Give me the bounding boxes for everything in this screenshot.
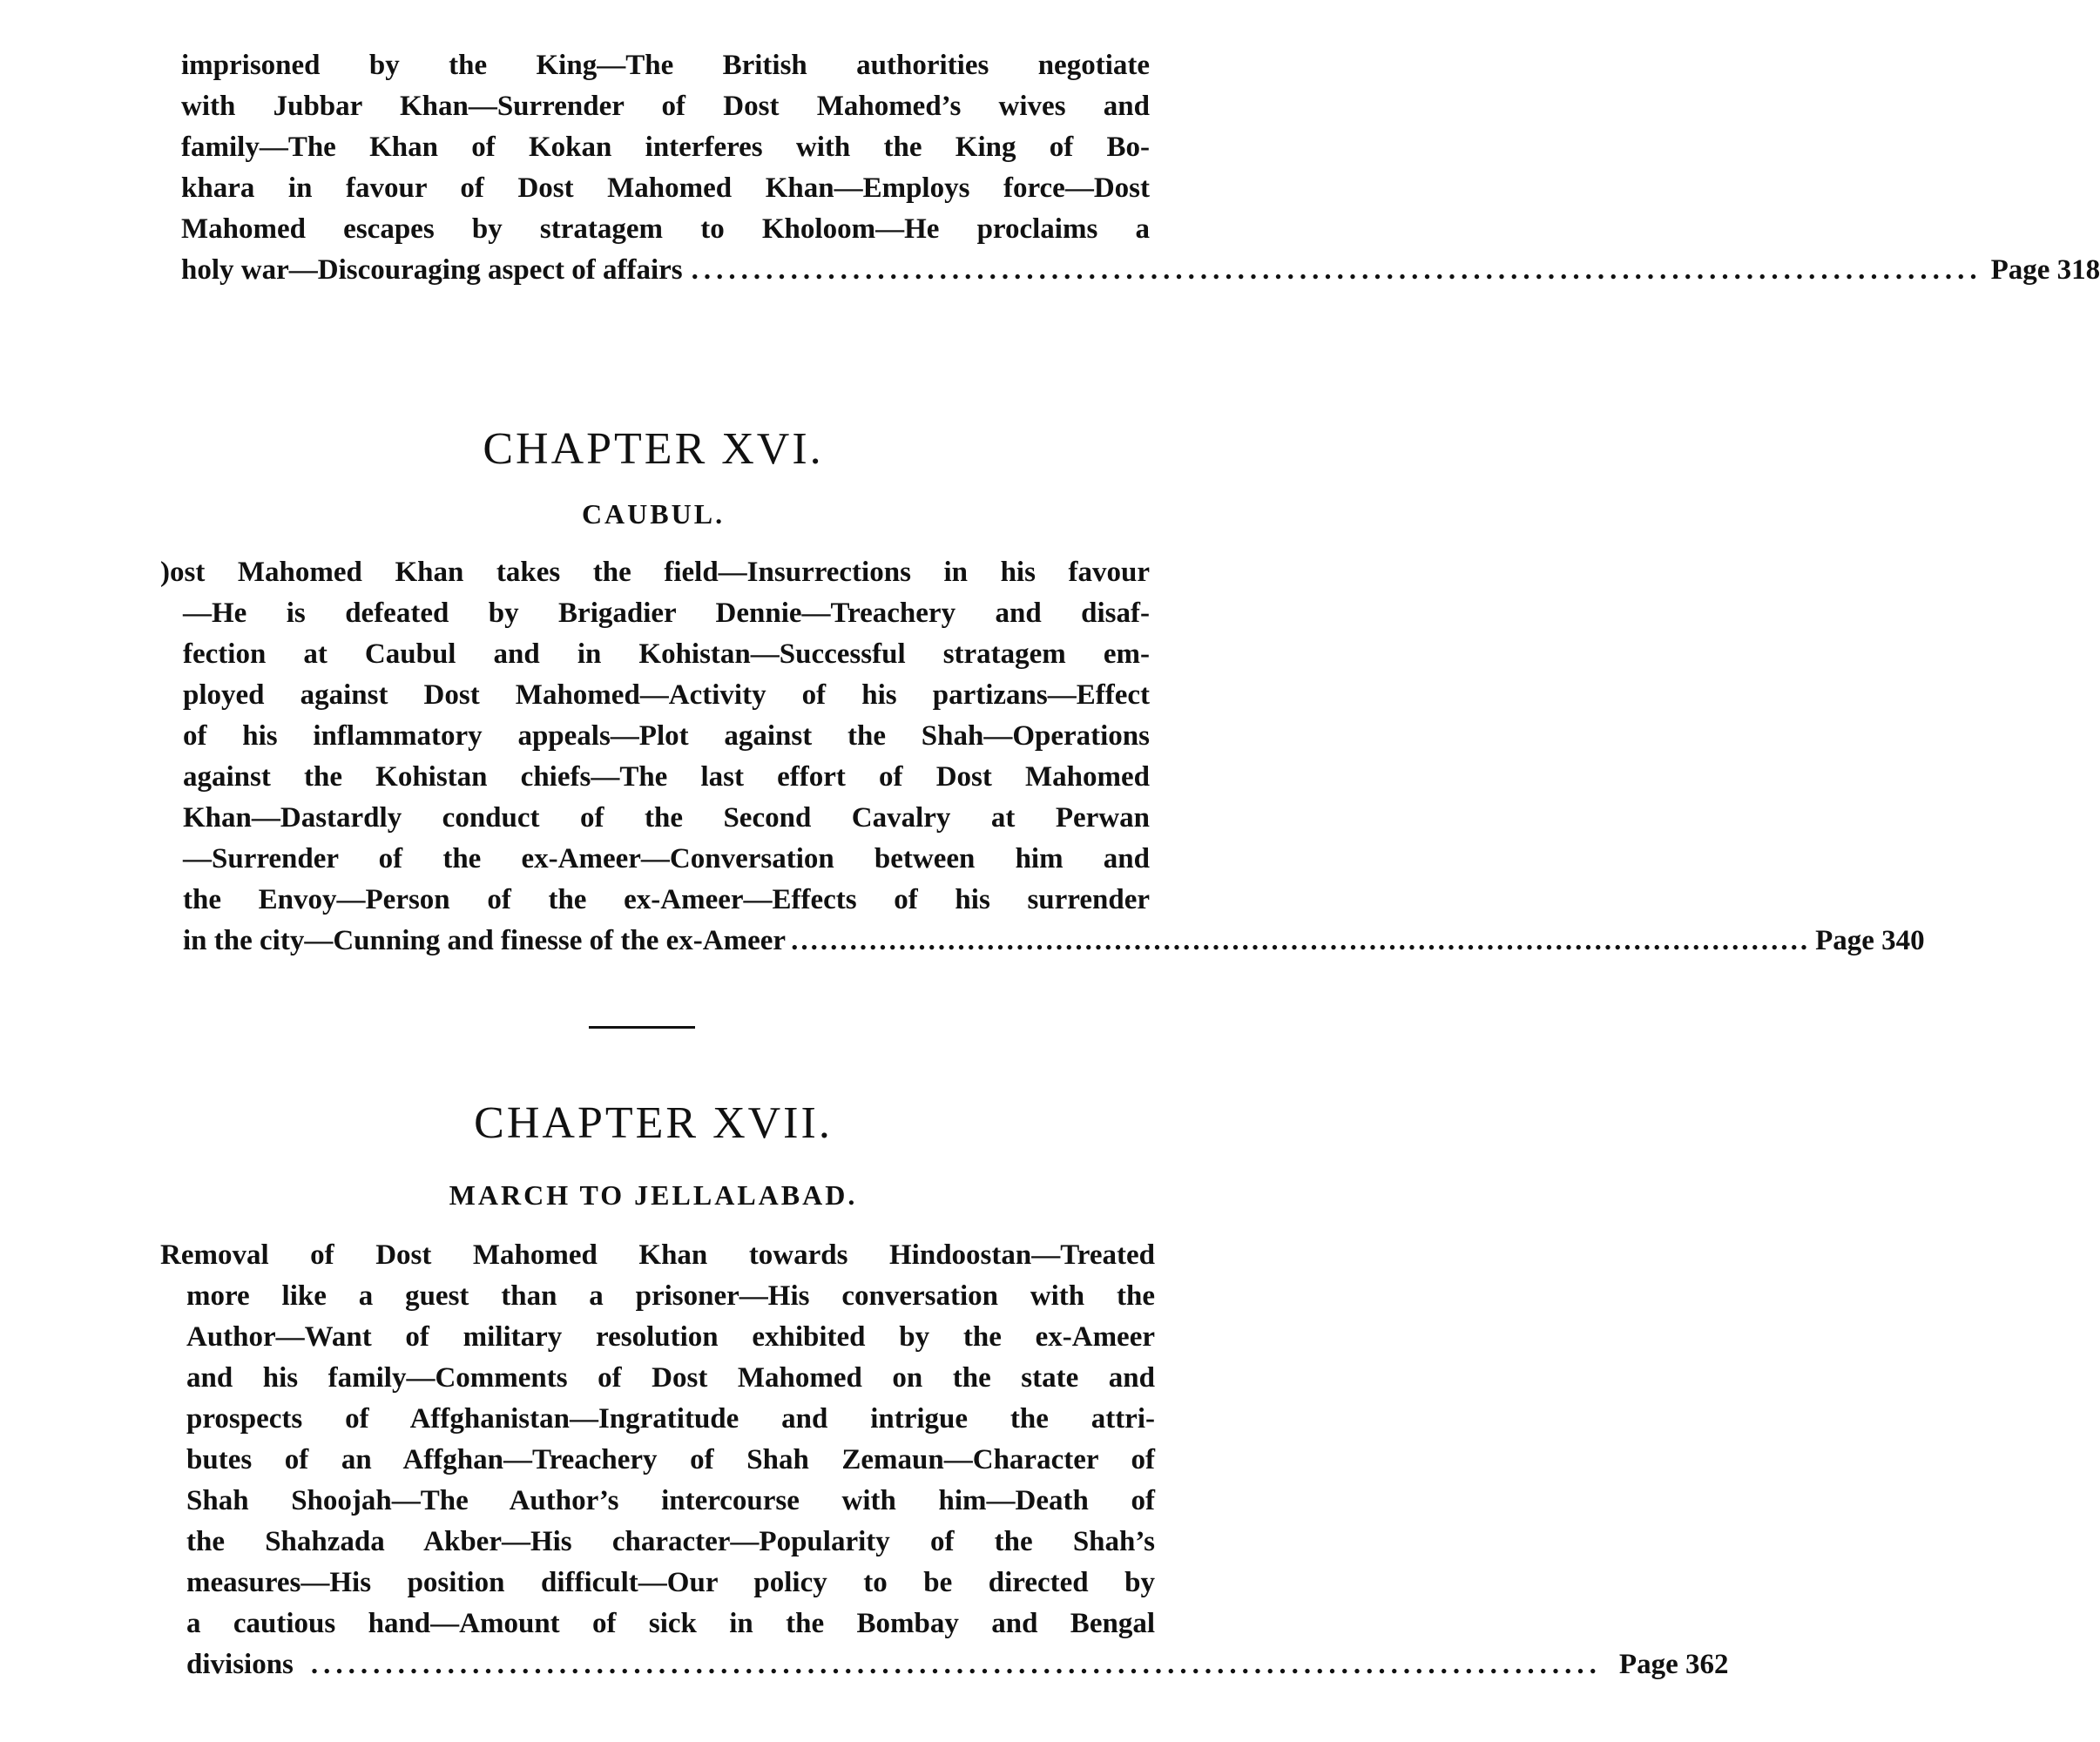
summary-last-line xyxy=(160,921,1925,962)
summary-line: Author—Want of military resolution exhibited by the ex-Ameer xyxy=(186,1321,1155,1353)
dot-leader: ........................................................................................................ xyxy=(691,254,1982,286)
summary-line: and his family—Comments of Dost Mahomed on the state and xyxy=(186,1362,1155,1394)
dot-leader: ........................................................................................................ xyxy=(791,925,1811,956)
summary-line: of his inflammatory appeals—Plot against the Shah—Operations xyxy=(183,720,1150,752)
summary-line: butes of an Affghan—Treachery of Shah Zemaun—Character of xyxy=(186,1444,1155,1475)
summary-line: family—The Khan of Kokan interferes with the King of Bo- xyxy=(181,132,1150,163)
summary-line: the Envoy—Person of the ex-Ameer—Effects of his surrender xyxy=(183,884,1150,915)
summary-last-line xyxy=(160,1644,1729,1685)
section-divider xyxy=(589,1026,695,1029)
summary-line: )ost Mahomed Khan takes the field—Insurrections in his favour xyxy=(160,557,1150,588)
summary-line: Khan—Dastardly conduct of the Second Cavalry at Perwan xyxy=(183,802,1150,834)
page-reference: Page 340 xyxy=(1815,925,1925,956)
summary-line: —Surrender of the ex-Ameer—Conversation between him and xyxy=(183,843,1150,874)
chapter-summary-16 xyxy=(160,552,1925,962)
summary-line: —He is defeated by Brigadier Dennie—Treachery and disaf- xyxy=(183,598,1150,629)
chapter-summary-previous xyxy=(181,45,2100,291)
dot-leader: ........................................................................................................ xyxy=(310,1649,1602,1680)
page-reference: Page 362 xyxy=(1618,1649,1729,1680)
summary-line: the Shahzada Akber—His character—Popularity of the Shah’s xyxy=(186,1526,1155,1557)
summary-line: Shah Shoojah—The Author’s intercourse with him—Death of xyxy=(186,1485,1155,1516)
summary-line: khara in favour of Dost Mahomed Khan—Employs force—Dost xyxy=(181,172,1150,204)
summary-line: imprisoned by the King—The British authorities negotiate xyxy=(181,50,1150,81)
summary-line: holy war—Discouraging aspect of affairs xyxy=(181,254,683,286)
chapter-subtitle: CAUBUL. xyxy=(581,498,726,530)
summary-line: measures—His position difficult—Our policy to be directed by xyxy=(186,1567,1155,1598)
summary-line: Mahomed escapes by stratagem to Kholoom—He proclaims a xyxy=(181,213,1150,245)
chapter-heading: CHAPTER XVI. xyxy=(483,424,824,474)
summary-line: more like a guest than a prisoner—His conversation with the xyxy=(186,1280,1155,1312)
summary-line: a cautious hand—Amount of sick in the Bombay and Bengal xyxy=(186,1608,1155,1639)
chapter-heading: CHAPTER XVII. xyxy=(474,1098,833,1148)
summary-line: against the Kohistan chiefs—The last effort of Dost Mahomed xyxy=(183,761,1150,793)
summary-line: divisions xyxy=(186,1649,294,1680)
summary-line: Removal of Dost Mahomed Khan towards Hindoostan—Treated xyxy=(160,1239,1155,1271)
chapter-summary-17 xyxy=(160,1235,1729,1685)
summary-last-line xyxy=(181,250,2100,291)
summary-line: in the city—Cunning and finesse of the ex-Ameer xyxy=(183,925,787,956)
chapter-subtitle: MARCH TO JELLALABAD. xyxy=(449,1179,858,1211)
summary-line: fection at Caubul and in Kohistan—Successful stratagem em- xyxy=(183,638,1150,670)
summary-line: with Jubbar Khan—Surrender of Dost Mahomed’s wives and xyxy=(181,91,1150,122)
page-reference: Page 318 xyxy=(1990,254,2100,286)
summary-line: ployed against Dost Mahomed—Activity of his partizans—Effect xyxy=(183,679,1150,711)
summary-line: prospects of Affghanistan—Ingratitude and intrigue the attri- xyxy=(186,1403,1155,1435)
